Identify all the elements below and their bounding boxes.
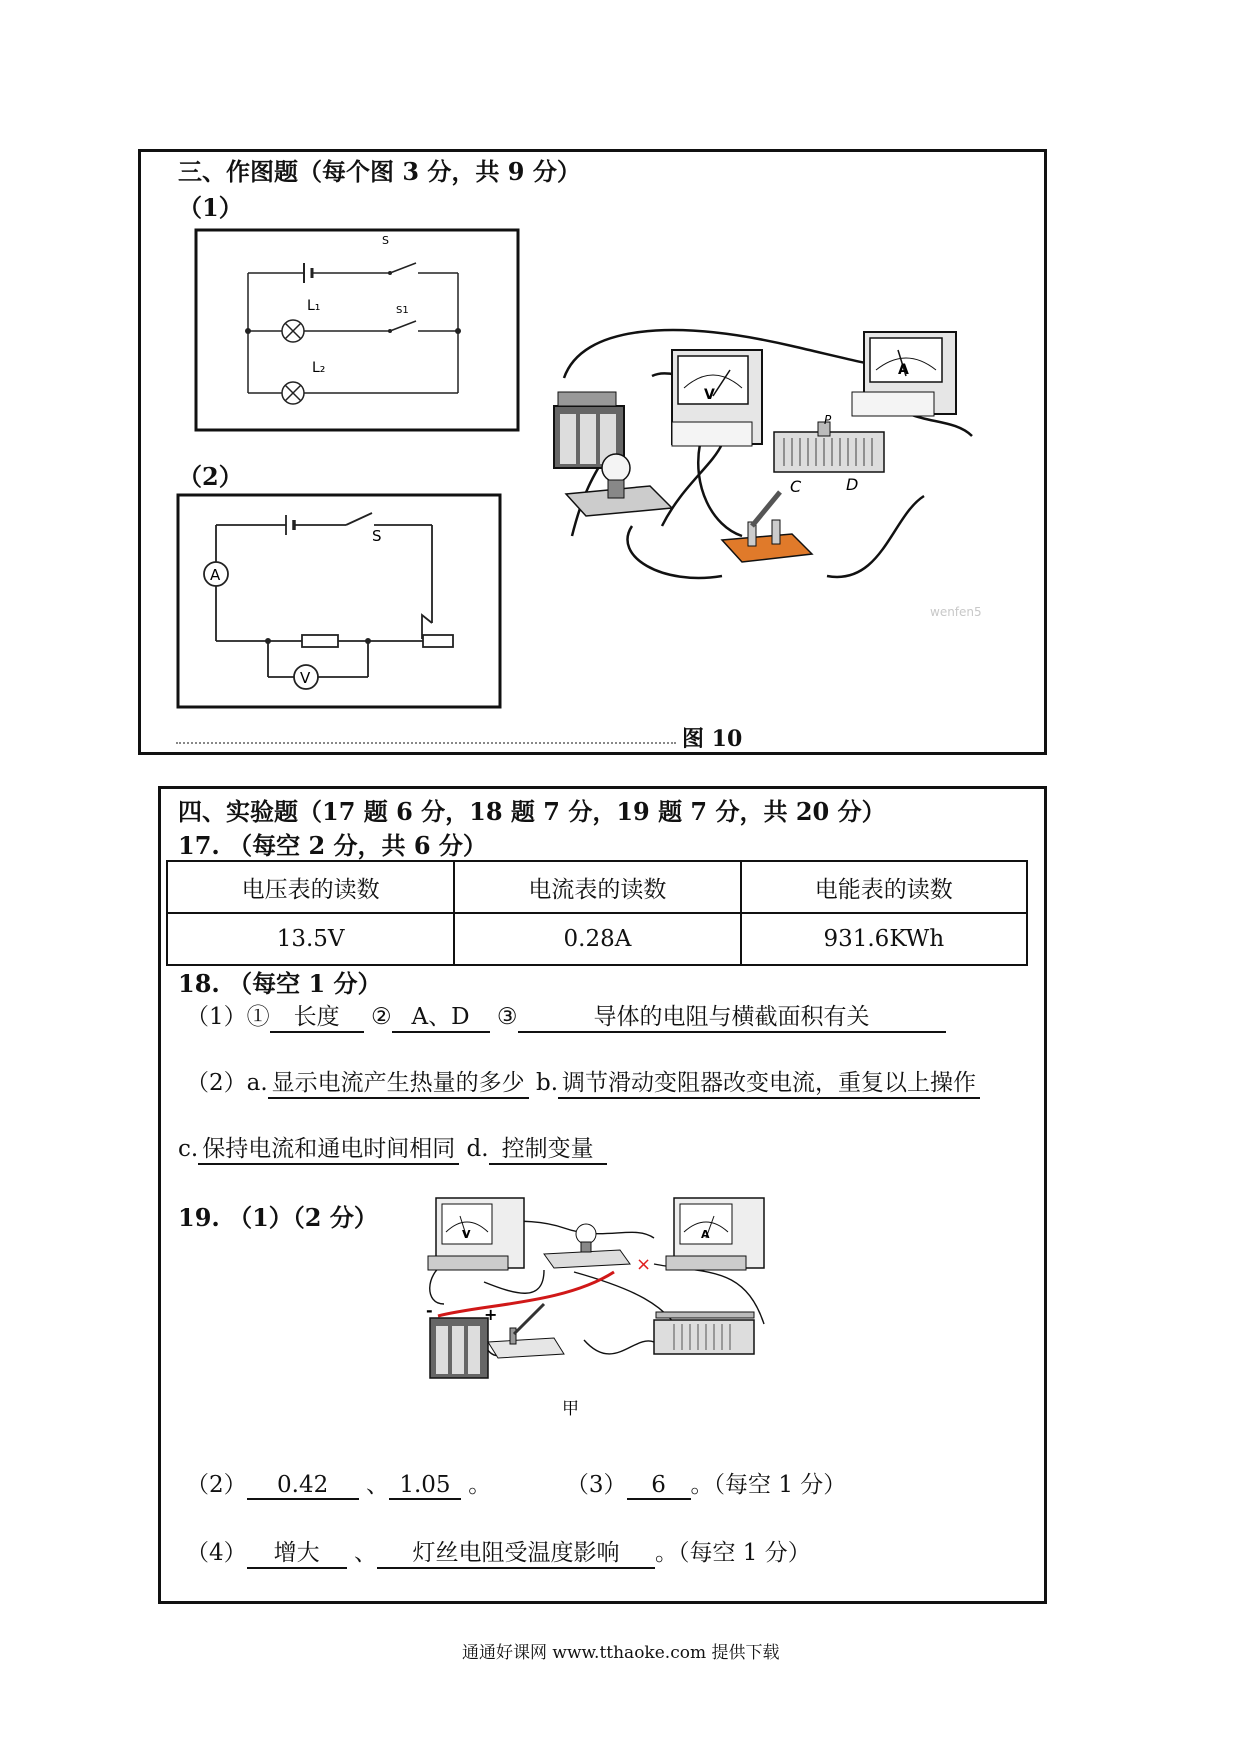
lamp-l1-label: L₁ [307, 298, 321, 314]
rheostat-p-label: P [824, 413, 832, 427]
section-3-title: 三、作图题（每个图 3 分，共 9 分） [178, 157, 581, 186]
q18-answer-b: 调节滑动变阻器改变电流，重复以上操作 [558, 1064, 980, 1099]
ammeter [852, 332, 956, 416]
q19-title: 19. （1）（2 分） [178, 1203, 378, 1232]
q18-b-prefix: b. [535, 1070, 559, 1096]
energy-meter-reading: 931.6KWh [741, 913, 1027, 965]
q19-correction-wire [438, 1272, 614, 1316]
header-voltmeter-reading: 电压表的读数 [167, 861, 454, 913]
q19-knife-switch [488, 1304, 564, 1358]
knife-switch [722, 492, 812, 562]
rheostat-d-label: D [846, 475, 859, 494]
q19-ammeter-a-label: A [701, 1228, 710, 1241]
q17-title: 17. （每空 2 分，共 6 分） [178, 831, 487, 860]
q19-answer-3: 6 [627, 1472, 691, 1500]
q18-c-prefix: c. [178, 1136, 199, 1162]
q19-answer-power: 1.05 [389, 1472, 461, 1500]
ammeter-a-label: A [898, 362, 909, 378]
q19-part4-line [186, 1534, 811, 1569]
part-1-label: （1） [178, 193, 243, 222]
q19-plus-sign: + [484, 1305, 498, 1324]
q18-answer-c: 保持电流和通电时间相同 [198, 1130, 459, 1165]
rheostat [774, 413, 884, 496]
q18-title: 18. （每空 1 分） [178, 969, 382, 998]
voltmeter-reading: 13.5V [167, 913, 454, 965]
q19-rheostat [654, 1312, 754, 1354]
q18-part1-line [186, 998, 946, 1033]
q19-minus-sign: - [426, 1301, 433, 1320]
q19-separator-2: 、 [353, 1540, 377, 1566]
q19-p4-prefix: （4） [186, 1540, 247, 1566]
q18-part2-line [186, 1064, 1046, 1099]
voltmeter [672, 350, 762, 446]
switch-s-label: S [382, 234, 389, 247]
lamp-l2-label: L₂ [312, 360, 326, 376]
ammeter-a-label: A [210, 566, 221, 584]
table-header-row [167, 861, 1027, 913]
q18-answer-d: 控制变量 [489, 1130, 607, 1165]
q19-answer-4a: 增大 [247, 1534, 347, 1569]
switch-s-label: S [372, 527, 382, 545]
q19-ammeter [666, 1198, 764, 1270]
circuit-diagram-1 [194, 228, 520, 432]
ammeter-reading: 0.28A [454, 913, 740, 965]
figure-caption: 图 10 [682, 726, 743, 752]
q18-d-prefix: d. [466, 1136, 489, 1162]
q18-marker-3: ③ [496, 1004, 518, 1030]
circuit-diagram-2 [176, 493, 502, 709]
q19-p3-prefix: （3） [565, 1472, 627, 1498]
q18-part2-line-2 [178, 1130, 607, 1165]
q19-cross-mark: × [636, 1254, 652, 1275]
q19-part2-line [186, 1466, 846, 1500]
q18-marker-2: ② [370, 1004, 392, 1030]
q18-p1-prefix: （1）① [186, 1004, 270, 1030]
q19-p2-prefix: （2） [186, 1472, 247, 1498]
header-ammeter-reading: 电流表的读数 [454, 861, 740, 913]
footer-text: 通通好课网 www.tthaoke.com 提供下载 [462, 1643, 780, 1663]
q19-period: 。 [468, 1472, 492, 1498]
q19-voltmeter [428, 1198, 524, 1270]
q19-voltmeter-v-label: V [462, 1228, 471, 1241]
q19-figure-caption: 甲 [562, 1399, 579, 1419]
q19-answer-current: 0.42 [247, 1472, 359, 1500]
apparatus-illustration [552, 326, 1012, 626]
section-4-title: 四、实验题（17 题 6 分，18 题 7 分，19 题 7 分，共 20 分） [178, 797, 886, 826]
q19-p3-note: 。（每空 1 分） [690, 1472, 847, 1498]
q19-apparatus-diagram [424, 1194, 804, 1430]
q18-answer-a: 显示电流产生热量的多少 [268, 1064, 529, 1099]
part-2-label: （2） [178, 462, 243, 491]
q18-answer-3: 导体的电阻与横截面积有关 [518, 998, 946, 1033]
q18-answer-2: A、D [392, 998, 490, 1033]
q18-answer-1: 长度 [270, 998, 364, 1033]
readings-table [166, 860, 1028, 966]
header-energy-meter-reading: 电能表的读数 [741, 861, 1027, 913]
dotted-leader [176, 742, 676, 744]
voltmeter-v-label: V [300, 669, 311, 687]
voltmeter-v-label: V [704, 387, 715, 403]
q19-lamp-board [544, 1224, 630, 1268]
q19-separator: 、 [365, 1472, 389, 1498]
q19-p4-note: 。（每空 1 分） [654, 1540, 811, 1566]
rheostat-c-label: C [790, 477, 802, 496]
q18-p2-prefix: （2）a. [186, 1070, 268, 1096]
q19-answer-4b: 灯丝电阻受温度影响 [377, 1534, 655, 1569]
watermark-text: wenfen5 [930, 605, 982, 619]
table-value-row [167, 913, 1027, 965]
switch-s1-label: S1 [396, 305, 409, 316]
